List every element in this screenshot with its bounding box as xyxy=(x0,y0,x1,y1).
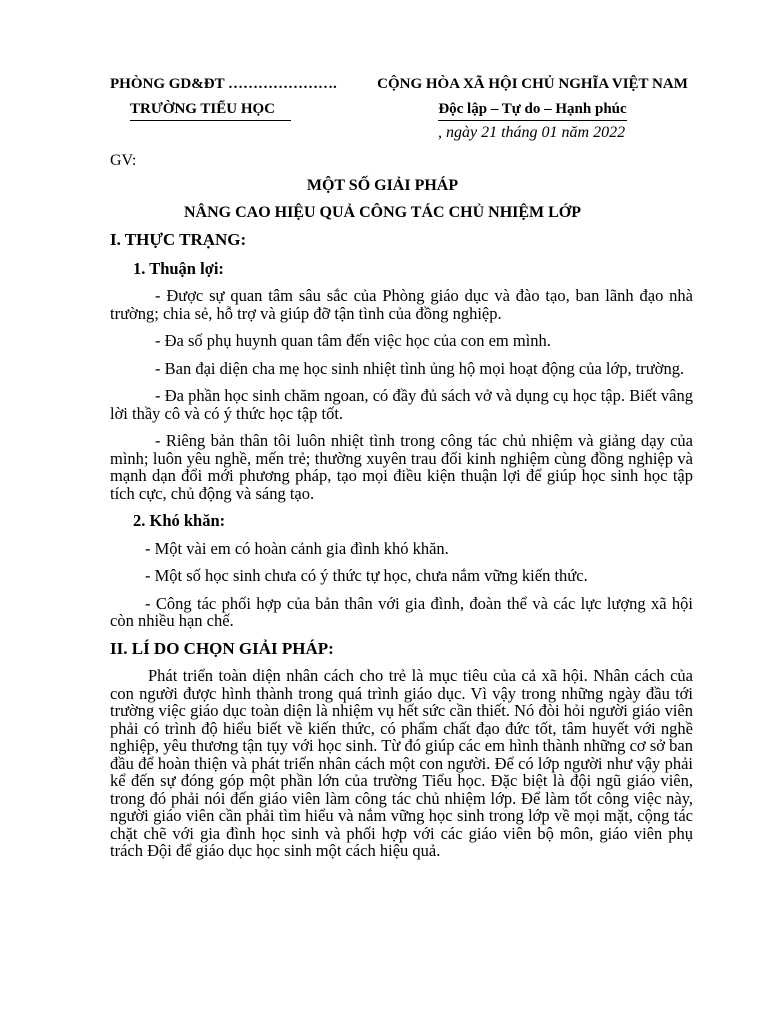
difficulty-item: - Một số học sinh chưa có ý thức tự học, chưa nắm vững kiến thức. xyxy=(145,566,588,585)
subheading-difficulties: 2. Khó khăn: xyxy=(133,511,226,530)
national-motto: Độc lập – Tự do – Hạnh phúc xyxy=(438,101,626,121)
header-right xyxy=(360,76,705,121)
reasons-paragraph: Phát triển toàn diện nhân cách cho trẻ là mục tiêu của cả xã hội. Nhân cách của con người được hình thành trong quá trình giáo dục. Vì vậy trong những ngày đầu tới trường việc giáo dục toàn diện là nhiệm vụ hết sức cần thiết. Nó đòi hỏi người giáo viên phải có trình độ hiểu biết về kiến thức, có phẩm chất đạo đức tốt, tâm huyết với nghề nghiệp, yêu thương tận tụy với học sinh. Từ đó giúp các em hình thành những cơ sở ban đầu để hoàn thiện và phát triển nhân cách một con người. Để có lớp người như vậy phải kể đến sự đóng góp một phần lớn của trường Tiểu học. Đặc biệt là đội ngũ giáo viên, trong đó phải nói đến giáo viên làm công tác chủ nhiệm lớp. Để làm tốt công việc này, người giáo viên cần phải tìm hiểu và nắm vững học sinh trong lớp về mọi mặt, cộng tác chặt chẽ với gia đình học sinh và phối hợp với các giáo viên bộ môn, giáo viên phụ trách Đội để giáo dục học sinh một cách hiệu quả. xyxy=(110,666,693,860)
advantage-item: - Đa phần học sinh chăm ngoan, có đầy đủ sách vở và dụng cụ học tập. Biết vâng lời thầy cô và có ý thức học tập tốt. xyxy=(110,386,693,423)
section-heading-status: I. THỰC TRẠNG: xyxy=(110,230,247,249)
teacher-label: GV: xyxy=(110,152,137,169)
department-name: PHÒNG GD&ĐT …………………. xyxy=(110,76,337,92)
advantage-item: - Ban đại diện cha mẹ học sinh nhiệt tình ủng hộ mọi hoạt động của lớp, trường. xyxy=(155,358,685,378)
advantage-item: - Được sự quan tâm sâu sắc của Phòng giáo dục và đào tạo, ban lãnh đạo nhà trường; chia sẻ, hỗ trợ và giúp đỡ tận tình của đồng nghiệp. xyxy=(110,286,693,323)
advantage-item: - Riêng bản thân tôi luôn nhiệt tình trong công tác chủ nhiệm và giảng dạy của mình; luôn yêu nghề, mến trẻ; thường xuyên trau đối kinh nghiệm cùng đồng nghiệp và mạnh dạn đổi mới phương pháp, tạo mọi điều kiện thuận lợi để giúp học sinh học tập tích cực, chủ động và sáng tạo. xyxy=(110,431,693,503)
document-title-line2: NÂNG CAO HIỆU QUẢ CÔNG TÁC CHỦ NHIỆM LỚP xyxy=(183,204,582,221)
advantage-item: - Đa số phụ huynh quan tâm đến việc học của con em mình. xyxy=(155,331,551,350)
difficulty-item: - Một vài em có hoàn cảnh gia đình khó khăn. xyxy=(145,538,449,558)
section-heading-reasons: II. LÍ DO CHỌN GIẢI PHÁP: xyxy=(110,638,334,658)
header-left xyxy=(110,76,360,121)
document-title-line1: MỘT SỐ GIẢI PHÁP xyxy=(306,177,459,194)
national-title: CỘNG HÒA XÃ HỘI CHỦ NGHĨA VIỆT NAM xyxy=(377,76,688,92)
subheading-advantages: 1. Thuận lợi: xyxy=(133,258,224,278)
school-name: TRƯỜNG TIỂU HỌC xyxy=(130,101,291,121)
difficulty-item: - Công tác phối hợp của bản thân với gia đình, đoàn thể và các lực lượng xã hội còn nhiều hạn chế. xyxy=(110,593,693,630)
document-body xyxy=(110,231,693,860)
document-date: , ngày 21 tháng 01 năm 2022 xyxy=(438,124,626,141)
